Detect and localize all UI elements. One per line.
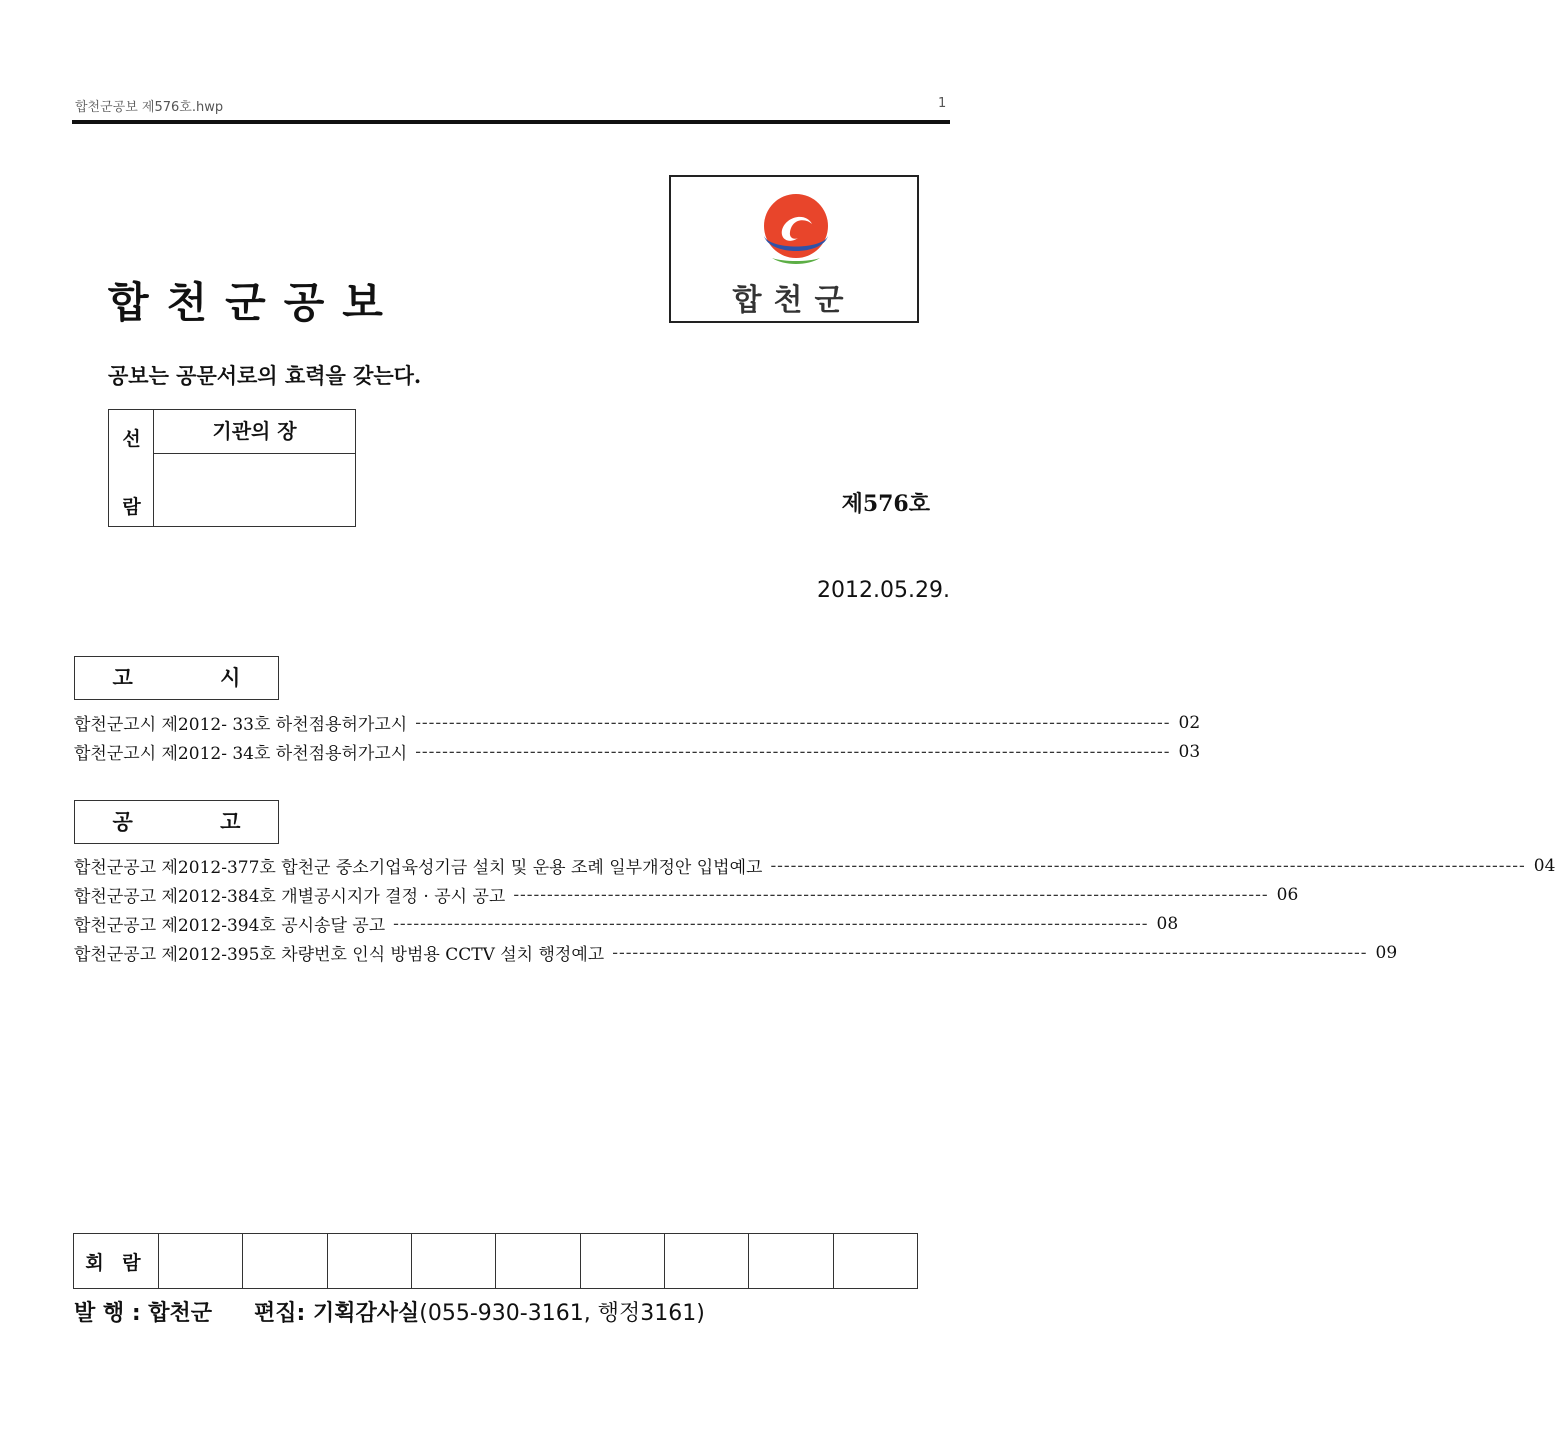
section-header-gosi — [74, 656, 279, 700]
circulation-cell — [833, 1234, 917, 1289]
circulation-cell — [580, 1234, 664, 1289]
editor: 편집: 기획감사실 — [254, 1301, 420, 1326]
toc-item-title: 합천군고시 제2012- 33호 하천점용허가고시 — [74, 715, 408, 735]
circulation-cell — [159, 1234, 243, 1289]
toc-item[interactable] — [74, 737, 1201, 766]
circulation-label: 회 람 — [74, 1234, 159, 1289]
toc-item[interactable] — [74, 909, 1179, 938]
county-logo-box — [669, 175, 919, 323]
toc-item-title: 합천군공고 제2012-377호 합천군 중소기업육성기금 설치 및 운용 조례 일부개정안 입법예고 — [74, 858, 763, 878]
leader-dashes: ---------------------------------------------------------------------------------------------------------------- — [513, 884, 1269, 905]
header-divider — [72, 120, 950, 124]
circulation-row — [74, 1234, 918, 1289]
toc-item-page: 03 — [1178, 741, 1201, 762]
issue-date: 2012.05.29. — [817, 578, 950, 603]
page-number: 1 — [938, 96, 947, 111]
document-file-name: 합천군공보 제576호.hwp — [75, 100, 224, 115]
county-logo-name: 합천군 — [732, 283, 856, 318]
toc-item-title: 합천군공고 제2012-384호 개별공시지가 결정 · 공시 공고 — [74, 887, 506, 907]
circulation-cell — [496, 1234, 580, 1289]
circulation-cell — [664, 1234, 748, 1289]
issue-number: 제576호 — [841, 491, 930, 517]
toc-item[interactable] — [74, 708, 1201, 737]
toc-item[interactable] — [74, 851, 1555, 880]
toc-item-page: 04 — [1533, 855, 1555, 876]
leader-dashes: ---------------------------------------------------------------------------------------------------------------- — [770, 855, 1526, 876]
toc-item[interactable] — [74, 880, 1299, 909]
leader-dashes: ---------------------------------------------------------------------------------------------------------------- — [415, 741, 1171, 762]
toc-list-gosi — [74, 708, 1201, 768]
toc-list-gonggo — [74, 851, 1555, 969]
circulation-cell — [243, 1234, 327, 1289]
leader-dashes: ---------------------------------------------------------------------------------------------------------------- — [393, 913, 1149, 934]
publisher-footer — [74, 1296, 705, 1327]
toc-item-title: 합천군공고 제2012-394호 공시송달 공고 — [74, 916, 386, 936]
circulation-cell — [749, 1234, 833, 1289]
leader-dashes: ---------------------------------------------------------------------------------------------------------------- — [612, 942, 1368, 963]
toc-item-page: 08 — [1156, 913, 1179, 934]
toc-item-page: 09 — [1375, 942, 1398, 963]
county-emblem-icon — [756, 192, 836, 276]
review-header: 기관의 장 — [154, 410, 355, 454]
circulation-table — [73, 1233, 918, 1289]
section-header-gonggo — [74, 800, 279, 844]
review-label-bottom: 람 — [122, 496, 141, 518]
circulation-cell — [411, 1234, 495, 1289]
circulation-cell — [327, 1234, 411, 1289]
review-box — [108, 409, 356, 527]
toc-item-page: 02 — [1178, 712, 1201, 733]
leader-dashes: ---------------------------------------------------------------------------------------------------------------- — [415, 712, 1171, 733]
bulletin-title: 합천군공보 — [108, 278, 401, 327]
section-title: 공 고 — [112, 810, 281, 834]
toc-item-title: 합천군고시 제2012- 34호 하천점용허가고시 — [74, 744, 408, 764]
publisher: 발 행 : 합천군 — [74, 1301, 213, 1326]
bulletin-subtitle: 공보는 공문서로의 효력을 갖는다. — [108, 363, 422, 388]
editor-phone: (055-930-3161, 행정3161) — [419, 1301, 705, 1326]
toc-item[interactable] — [74, 938, 1398, 967]
toc-item-page: 06 — [1276, 884, 1299, 905]
section-title: 고 시 — [112, 666, 281, 690]
toc-item-title: 합천군공고 제2012-395호 차량번호 인식 방범용 CCTV 설치 행정예고 — [74, 945, 605, 965]
review-label-top: 선 — [122, 428, 141, 450]
